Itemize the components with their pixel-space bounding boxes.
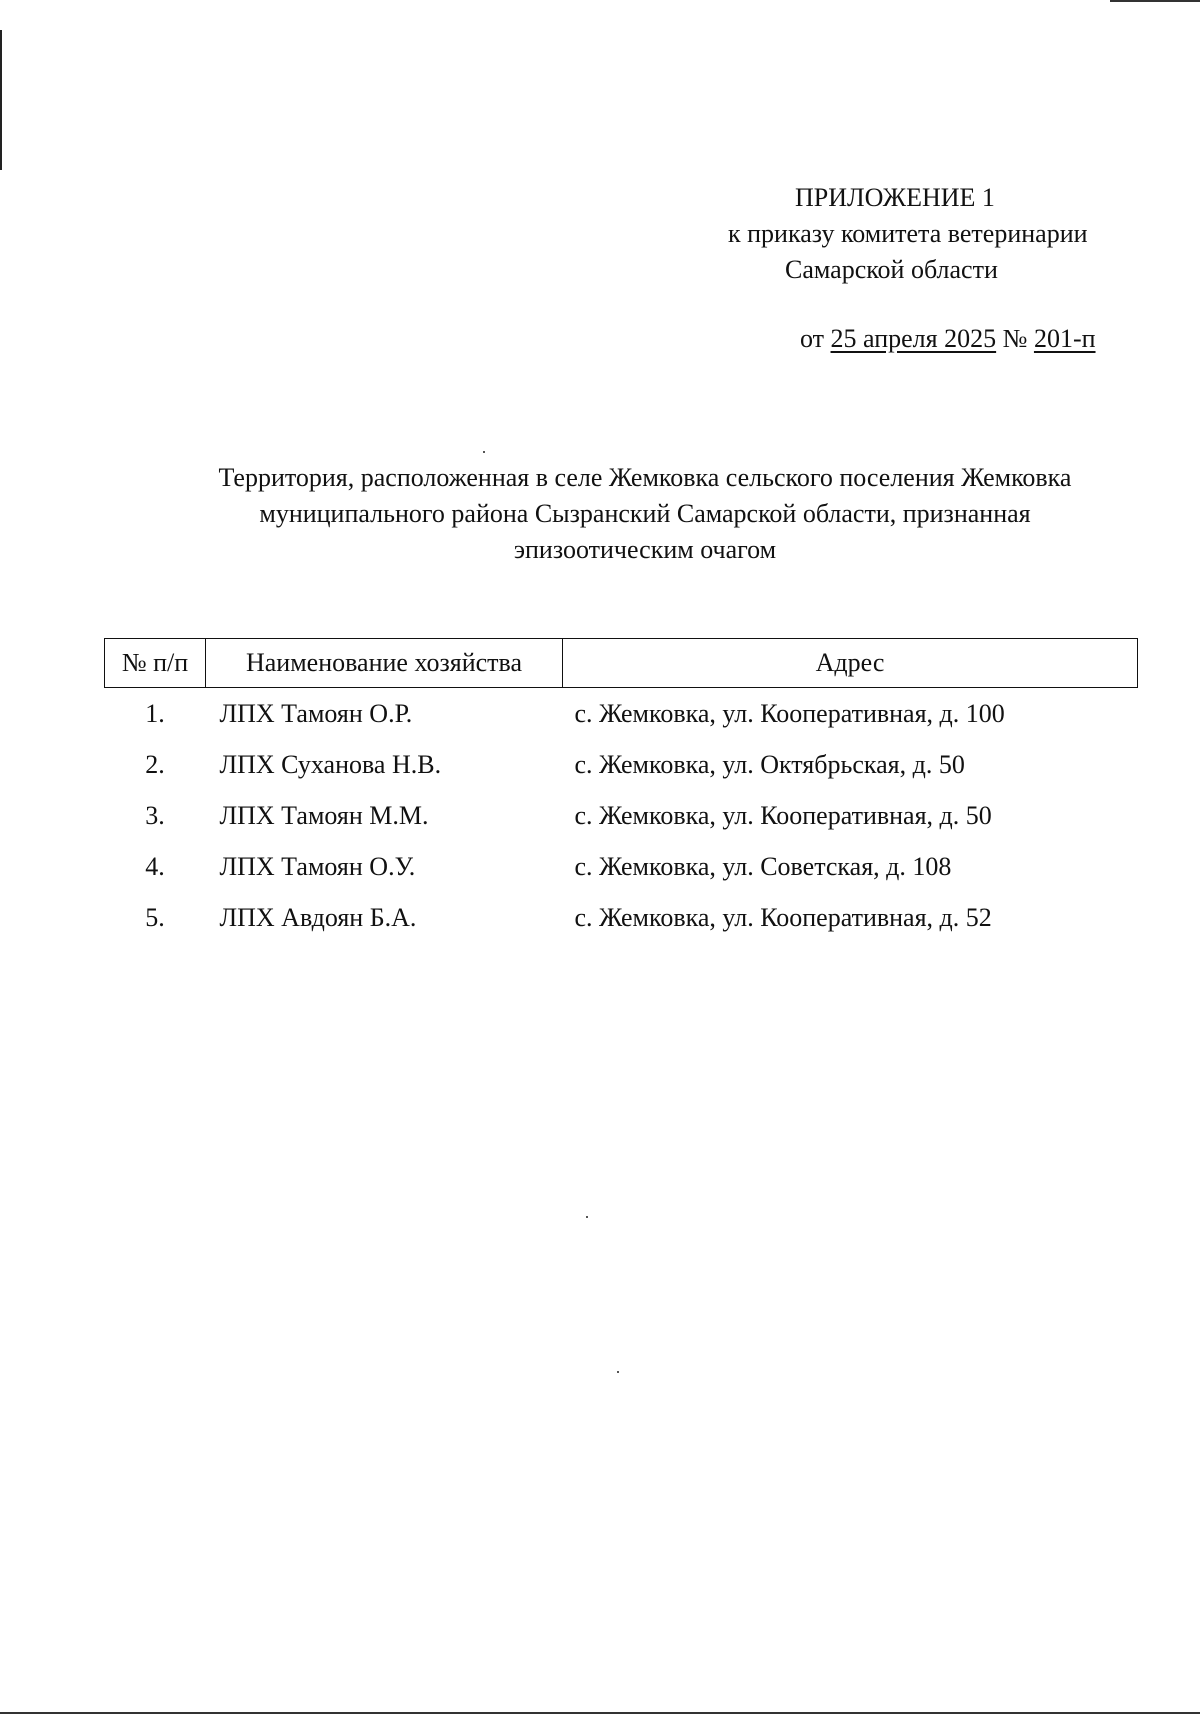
row-num: 5. [145,902,165,932]
order-prefix: от [800,324,825,353]
row-address: с. Жемковка, ул. Кооперативная, д. 52 [574,902,992,932]
row-num: 3. [145,800,165,830]
row-address: с. Жемковка, ул. Кооперативная, д. 100 [574,698,1005,728]
order-reference [800,321,1096,357]
table-row [105,790,1138,841]
row-farm-name: ЛПХ Суханова Н.В. [219,749,442,779]
order-number: 201-п [1033,324,1096,353]
document-heading [150,460,1140,568]
scan-speck [617,1371,619,1373]
header-num: № п/п [105,639,206,688]
table-row [105,688,1138,740]
appendix-region: Самарской области [785,255,998,284]
row-address: с. Жемковка, ул. Советская, д. 108 [574,851,952,881]
scan-speck [586,1216,588,1218]
table-row [105,739,1138,790]
heading-line-2: муниципального района Сызранский Самарской области, признанная [259,499,1031,528]
table-row [105,841,1138,892]
farms-table [104,638,1138,943]
heading-line-3: эпизоотическим очагом [513,535,777,564]
order-number-sign: № [1002,324,1028,353]
appendix-subtitle: к приказу комитета ветеринарии [728,219,1088,248]
appendix-title: ПРИЛОЖЕНИЕ 1 [795,183,995,212]
row-farm-name: ЛПХ Тамоян М.М. [219,800,429,830]
row-farm-name: ЛПХ Авдоян Б.А. [219,902,417,932]
row-farm-name: ЛПХ Тамоян О.У. [219,851,416,881]
header-farm-name: Наименование хозяйства [206,639,563,688]
table-row [105,892,1138,943]
row-farm-name: ЛПХ Тамоян О.Р. [219,698,413,728]
table-header-row [105,639,1138,688]
header-address: Адрес [563,639,1138,688]
scan-speck [483,451,485,453]
row-address: с. Жемковка, ул. Октябрьская, д. 50 [574,749,965,779]
heading-line-1: Территория, расположенная в селе Жемковка сельского поселения Жемковка [218,463,1072,492]
scan-edge-left [0,30,2,170]
row-num: 4. [145,851,165,881]
row-num: 1. [145,698,165,728]
row-address: с. Жемковка, ул. Кооперативная, д. 50 [574,800,992,830]
row-num: 2. [145,749,165,779]
scan-edge-top [1110,0,1200,2]
order-date: 25 апреля 2025 [830,324,997,353]
